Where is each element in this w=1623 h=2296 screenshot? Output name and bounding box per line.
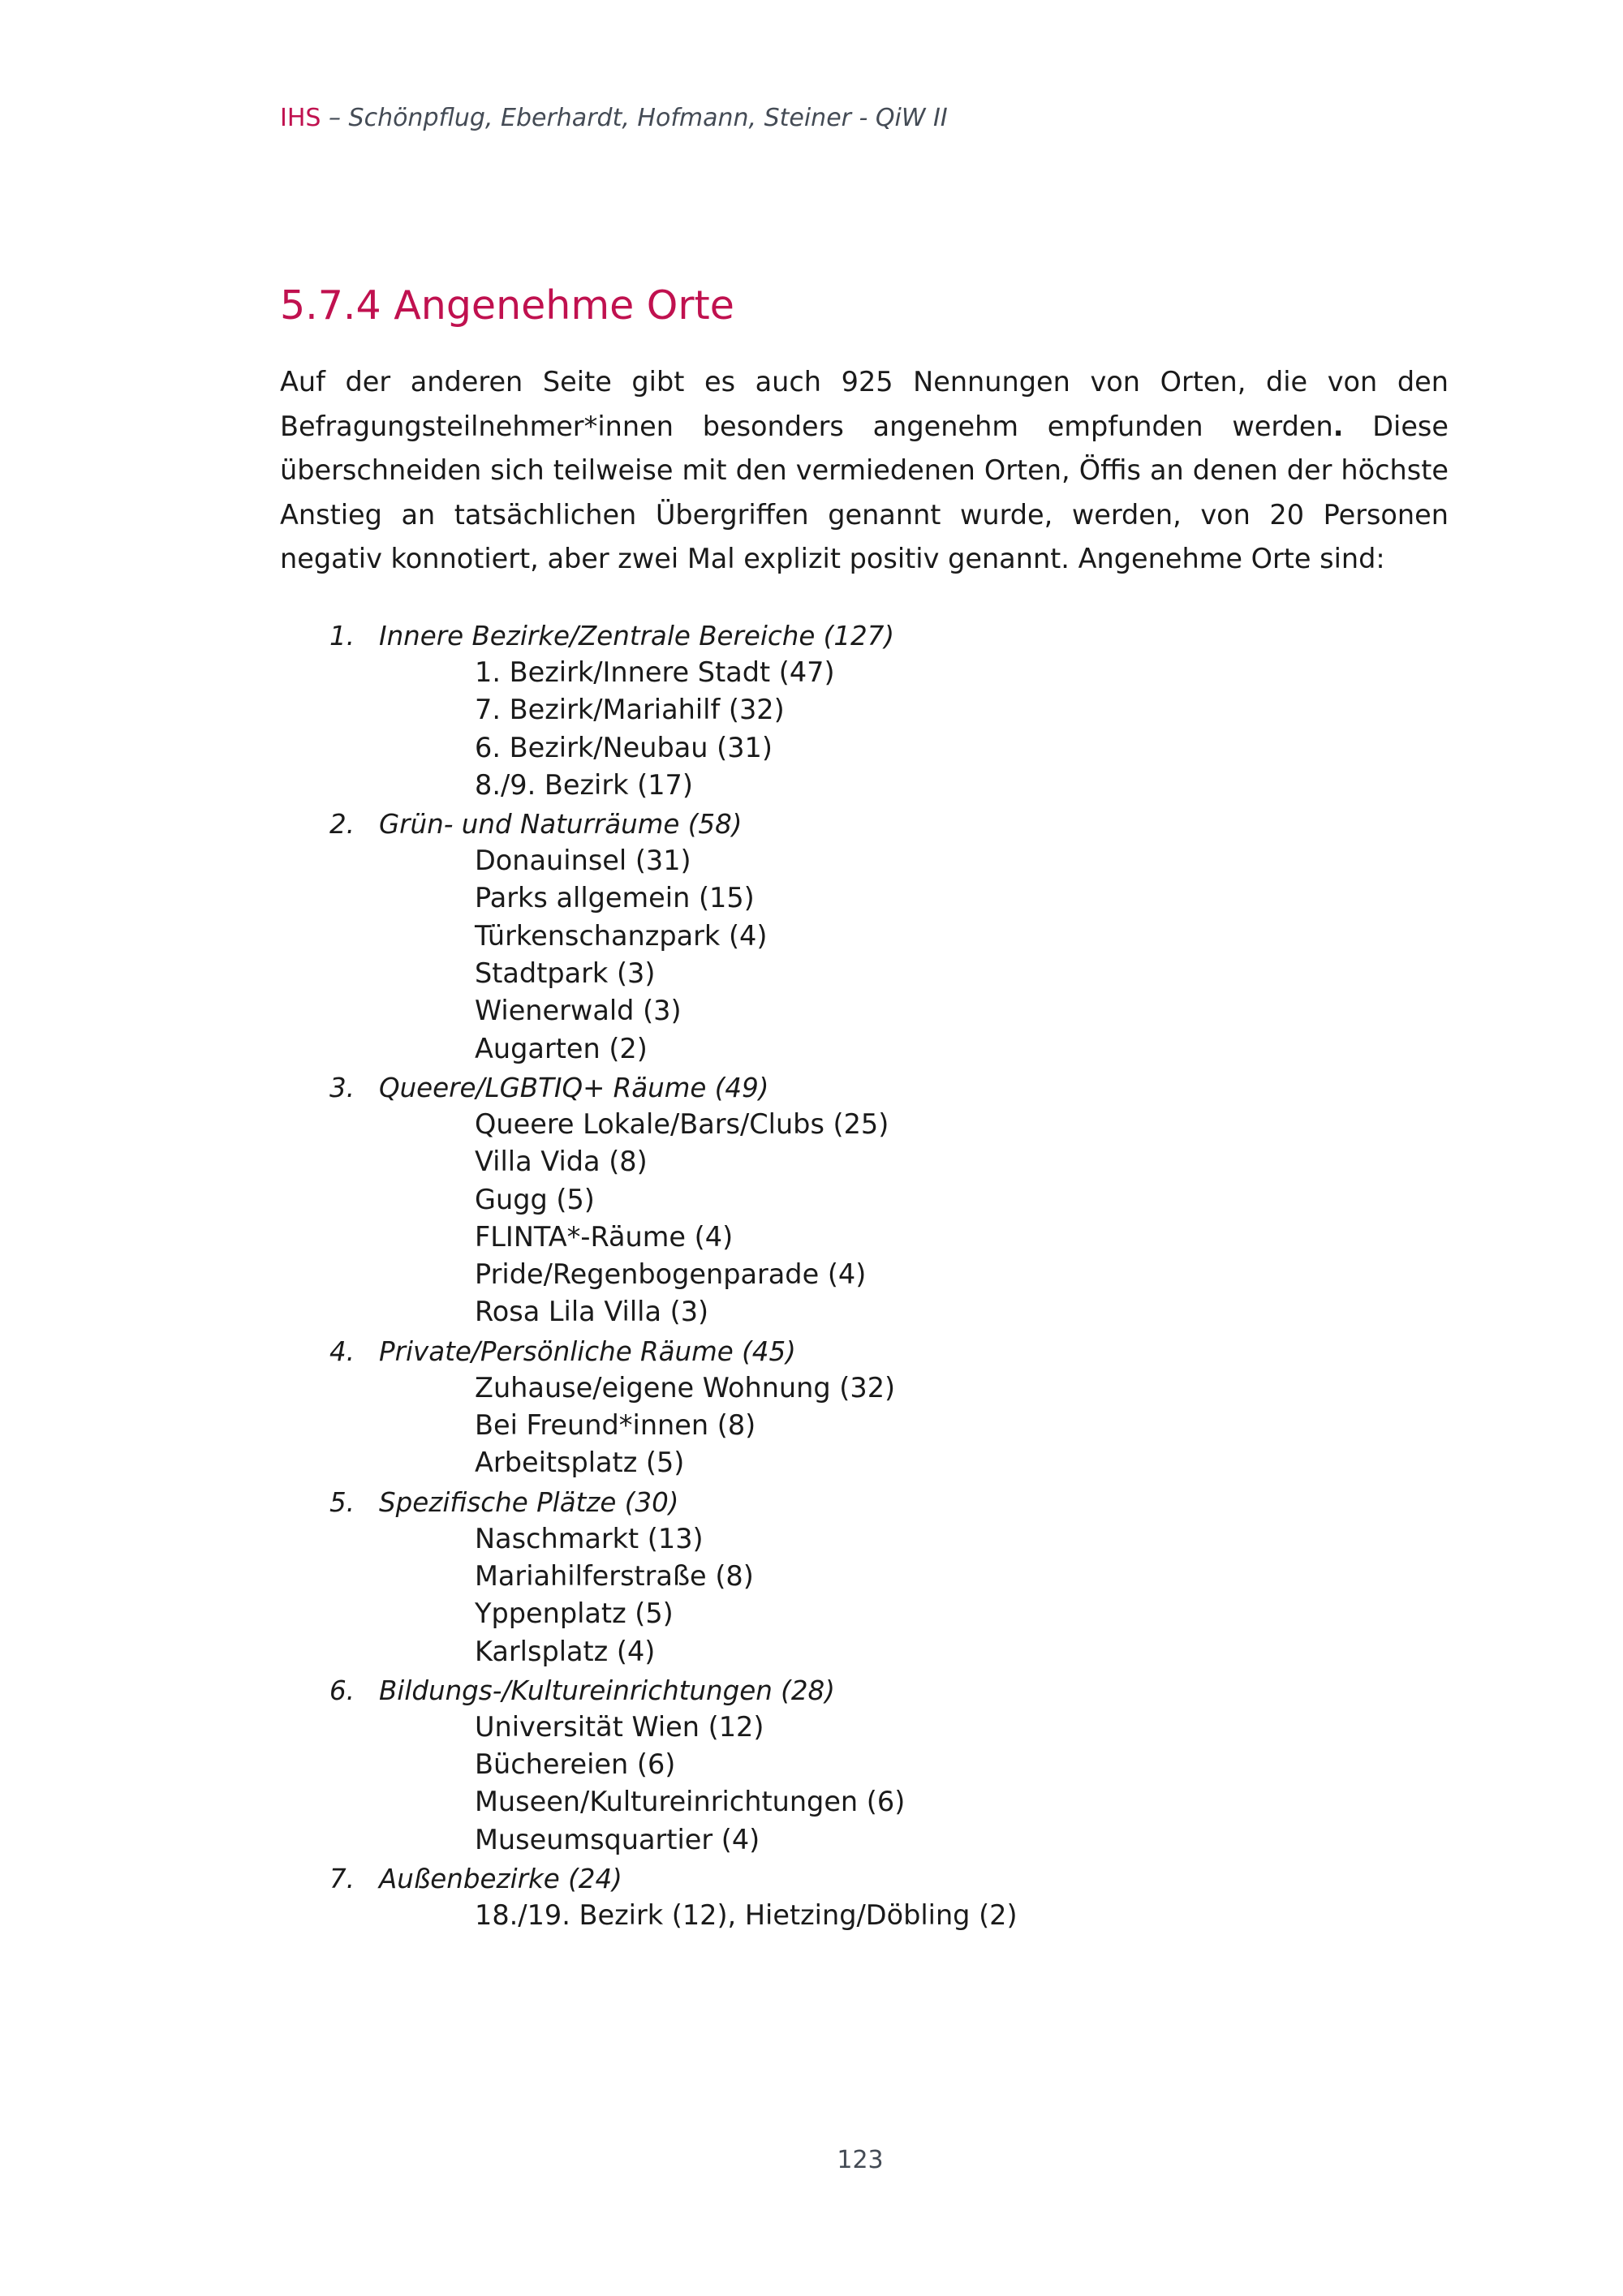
subitem: Parks allgemein (15) — [475, 882, 755, 914]
category-heading — [280, 1485, 1449, 1520]
subitem-list — [280, 654, 1449, 804]
header-brand: IHS — [280, 104, 321, 132]
intro-text-part1: Auf der anderen Seite gibt es auch 925 Nennungen von Orten, die von den Befragungsteilnehmer*innen besonders angenehm empfunden werden — [280, 366, 1449, 442]
category-item — [280, 1861, 1449, 1934]
category-number: 1. — [329, 621, 355, 651]
category-label: Grün- und Naturräume (58) — [379, 809, 743, 841]
places-list — [280, 618, 1449, 1937]
category-heading — [280, 1070, 1449, 1106]
category-label: Queere/LGBTIQ+ Räume (49) — [379, 1072, 769, 1103]
category-heading — [280, 1673, 1449, 1709]
running-header — [280, 104, 948, 132]
header-separator: – — [321, 104, 349, 132]
category-number: 2. — [329, 809, 355, 841]
header-authors: Schönpflug, Eberhardt, Hofmann, Steiner - QiW II — [348, 104, 948, 132]
subitem: Karlsplatz (4) — [475, 1635, 656, 1667]
subitem: Pride/Regenbogenparade (4) — [475, 1258, 867, 1291]
subitem: 8./9. Bezirk (17) — [475, 768, 693, 801]
subitem: Zuhause/eigene Wohnung (32) — [475, 1371, 896, 1404]
category-number: 5. — [329, 1486, 355, 1518]
category-number: 3. — [329, 1072, 355, 1103]
category-item — [280, 1070, 1449, 1331]
subitem: Stadtpark (3) — [475, 957, 656, 990]
subitem-list — [280, 1369, 1449, 1482]
category-item — [280, 618, 1449, 804]
subitem: 6. Bezirk/Neubau (31) — [475, 731, 773, 763]
subitem: Yppenplatz (5) — [475, 1597, 674, 1630]
category-heading — [280, 1334, 1449, 1369]
subitem: Mariahilferstraße (8) — [475, 1559, 754, 1592]
subitem: Arbeitsplatz (5) — [475, 1447, 685, 1479]
subitem: Bei Freund*innen (8) — [475, 1409, 756, 1442]
subitem-list — [280, 1897, 1449, 1934]
category-item — [280, 1673, 1449, 1859]
category-item — [280, 1485, 1449, 1670]
intro-bold-period: . — [1332, 410, 1344, 442]
category-heading — [280, 1861, 1449, 1897]
section-title: 5.7.4 Angenehme Orte — [280, 282, 734, 329]
subitem: Wienerwald (3) — [475, 995, 682, 1027]
subitem: FLINTA*-Räume (4) — [475, 1220, 734, 1253]
subitem-list — [280, 1709, 1449, 1859]
category-number: 7. — [329, 1864, 355, 1895]
category-label: Spezifische Plätze (30) — [379, 1486, 679, 1518]
subitem: Gugg (5) — [475, 1183, 595, 1215]
subitem: Museumsquartier (4) — [475, 1823, 760, 1855]
subitem: Türkenschanzpark (4) — [475, 919, 768, 952]
subitem: Büchereien (6) — [475, 1748, 676, 1781]
subitem: Queere Lokale/Bars/Clubs (25) — [475, 1107, 889, 1140]
subitem-list — [280, 1520, 1449, 1670]
category-label: Bildungs-/Kultureinrichtungen (28) — [379, 1675, 835, 1706]
intro-paragraph — [280, 360, 1449, 582]
category-label: Innere Bezirke/Zentrale Bereiche (127) — [379, 621, 895, 651]
subitem: Augarten (2) — [475, 1032, 648, 1064]
intro-text-part2: Diese überschneiden sich teilweise mit den vermiedenen Orten, Öffis an denen der höchste Anstieg an tatsächlichen Übergriffen genannt wurde, werden, von 20 Personen negativ konnotiert, aber zwei Mal explizit positiv genannt. Angenehme Orte sind: — [280, 410, 1449, 574]
category-label: Außenbezirke (24) — [379, 1864, 622, 1895]
category-item — [280, 1334, 1449, 1482]
subitem: Donauinsel (31) — [475, 845, 691, 877]
category-heading — [280, 806, 1449, 842]
subitem: Villa Vida (8) — [475, 1146, 648, 1178]
subitem: 18./19. Bezirk (12), Hietzing/Döbling (2) — [475, 1899, 1018, 1932]
subitem: 7. Bezirk/Mariahilf (32) — [475, 694, 785, 726]
category-label: Private/Persönliche Räume (45) — [379, 1335, 796, 1367]
subitem-list — [280, 842, 1449, 1068]
subitem: 1. Bezirk/Innere Stadt (47) — [475, 656, 835, 688]
subitem: Universität Wien (12) — [475, 1710, 764, 1743]
category-item — [280, 806, 1449, 1068]
subitem: Naschmarkt (13) — [475, 1522, 704, 1554]
page-number: 123 — [837, 2146, 884, 2174]
category-number: 4. — [329, 1335, 355, 1367]
category-heading — [280, 618, 1449, 654]
category-number: 6. — [329, 1675, 355, 1706]
subitem: Rosa Lila Villa (3) — [475, 1296, 709, 1328]
subitem: Museen/Kultureinrichtungen (6) — [475, 1786, 906, 1818]
subitem-list — [280, 1106, 1449, 1331]
